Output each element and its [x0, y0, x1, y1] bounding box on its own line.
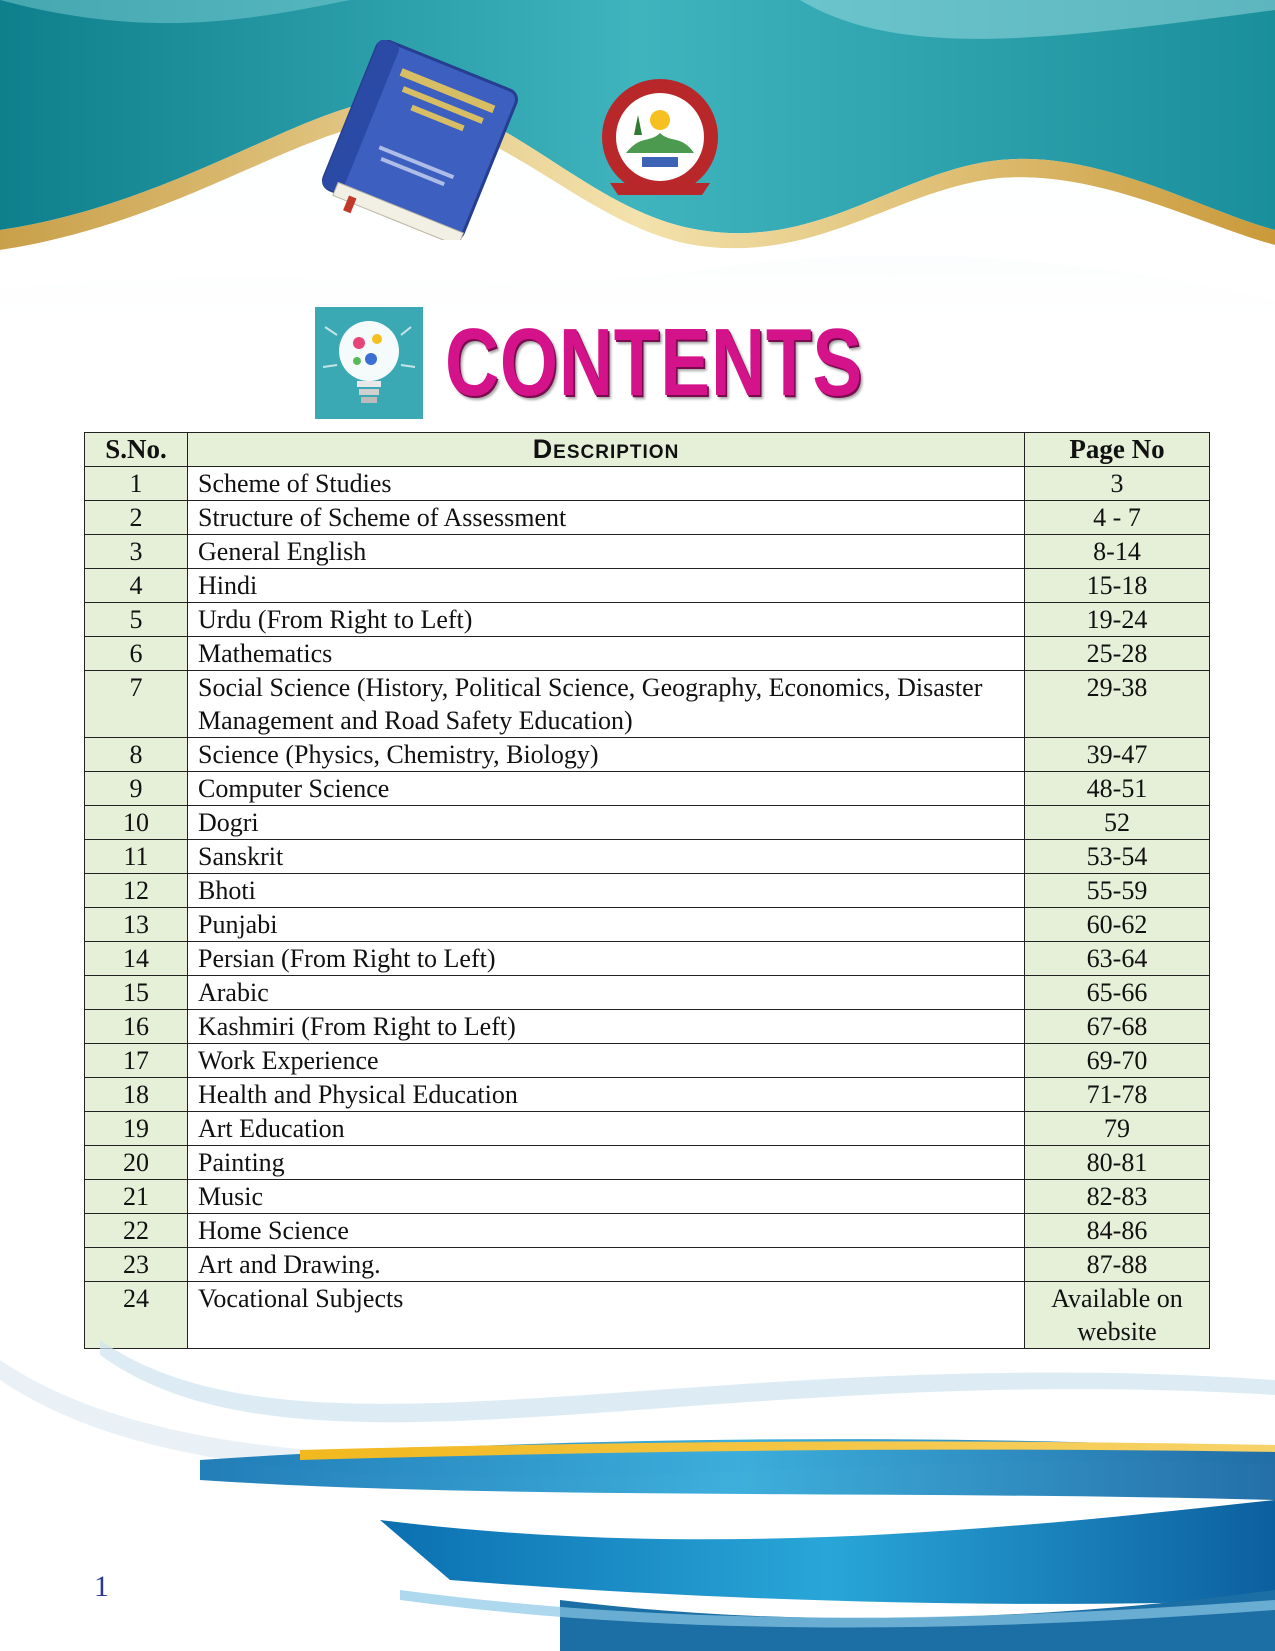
cell-description: Kashmiri (From Right to Left): [188, 1010, 1025, 1044]
cell-sno: 22: [85, 1214, 188, 1248]
cell-sno: 6: [85, 637, 188, 671]
cell-description: Art Education: [188, 1112, 1025, 1146]
cell-page: 79: [1025, 1112, 1210, 1146]
board-logo-seal: [590, 75, 730, 205]
cell-sno: 23: [85, 1248, 188, 1282]
cell-description: Music: [188, 1180, 1025, 1214]
cell-description: Urdu (From Right to Left): [188, 603, 1025, 637]
table-row: [85, 1112, 1210, 1146]
cell-description: Structure of Scheme of Assessment: [188, 501, 1025, 535]
syllabus-book-icon: [305, 40, 535, 240]
cell-page: 71-78: [1025, 1078, 1210, 1112]
lightbulb-icon: [315, 307, 423, 419]
table-row: [85, 603, 1210, 637]
cell-sno: 21: [85, 1180, 188, 1214]
cell-description: Mathematics: [188, 637, 1025, 671]
cell-sno: 18: [85, 1078, 188, 1112]
table-row: [85, 1078, 1210, 1112]
cell-description: Computer Science: [188, 772, 1025, 806]
cell-sno: 9: [85, 772, 188, 806]
cell-page: 80-81: [1025, 1146, 1210, 1180]
cell-sno: 5: [85, 603, 188, 637]
cell-page: 69-70: [1025, 1044, 1210, 1078]
cell-page: 87-88: [1025, 1248, 1210, 1282]
table-row: [85, 467, 1210, 501]
table-row: [85, 501, 1210, 535]
cell-page: 48-51: [1025, 772, 1210, 806]
table-row: [85, 637, 1210, 671]
cell-sno: 20: [85, 1146, 188, 1180]
cell-sno: 11: [85, 840, 188, 874]
cell-description: Painting: [188, 1146, 1025, 1180]
table-row: [85, 840, 1210, 874]
table-row: [85, 1248, 1210, 1282]
cell-page: 52: [1025, 806, 1210, 840]
header-description: Description: [188, 433, 1025, 467]
cell-description: Social Science (History, Political Science, Geography, Economics, Disaster Management and Road Safety Education): [188, 671, 1025, 738]
page-title: CONTENTS: [445, 308, 864, 416]
table-row: [85, 1180, 1210, 1214]
cell-page: 53-54: [1025, 840, 1210, 874]
table-row: [85, 942, 1210, 976]
cell-page: 3: [1025, 467, 1210, 501]
cell-page: 63-64: [1025, 942, 1210, 976]
cell-page: 8-14: [1025, 535, 1210, 569]
table-row: [85, 908, 1210, 942]
cell-sno: 13: [85, 908, 188, 942]
cell-sno: 8: [85, 738, 188, 772]
cell-sno: 1: [85, 467, 188, 501]
header-page-no: Page No: [1025, 433, 1210, 467]
cell-page: 4 - 7: [1025, 501, 1210, 535]
cell-page: 67-68: [1025, 1010, 1210, 1044]
cell-page: 60-62: [1025, 908, 1210, 942]
table-row: [85, 738, 1210, 772]
cell-page: 19-24: [1025, 603, 1210, 637]
table-row: [85, 1146, 1210, 1180]
cell-description: Hindi: [188, 569, 1025, 603]
table-row: [85, 1214, 1210, 1248]
cell-page: 15-18: [1025, 569, 1210, 603]
contents-heading: [315, 305, 981, 420]
cell-page: 25-28: [1025, 637, 1210, 671]
cell-page: 82-83: [1025, 1180, 1210, 1214]
cell-page: 39-47: [1025, 738, 1210, 772]
table-row: [85, 772, 1210, 806]
cell-description: Sanskrit: [188, 840, 1025, 874]
cell-sno: 7: [85, 671, 188, 738]
cell-description: Home Science: [188, 1214, 1025, 1248]
cell-sno: 24: [85, 1282, 188, 1349]
cell-sno: 12: [85, 874, 188, 908]
cell-description: Dogri: [188, 806, 1025, 840]
cell-page: 29-38: [1025, 671, 1210, 738]
table-row: [85, 1044, 1210, 1078]
cell-sno: 4: [85, 569, 188, 603]
table-row: [85, 671, 1210, 738]
table-row: [85, 569, 1210, 603]
cell-page: 84-86: [1025, 1214, 1210, 1248]
cell-sno: 15: [85, 976, 188, 1010]
cell-description: Vocational Subjects: [188, 1282, 1025, 1349]
cell-sno: 16: [85, 1010, 188, 1044]
cell-page: 65-66: [1025, 976, 1210, 1010]
cell-page: 55-59: [1025, 874, 1210, 908]
cell-description: Art and Drawing.: [188, 1248, 1025, 1282]
cell-page: Available on website: [1025, 1282, 1210, 1349]
cell-sno: 10: [85, 806, 188, 840]
cell-description: Science (Physics, Chemistry, Biology): [188, 738, 1025, 772]
cell-sno: 17: [85, 1044, 188, 1078]
table-row: [85, 806, 1210, 840]
cell-description: Scheme of Studies: [188, 467, 1025, 501]
cell-sno: 2: [85, 501, 188, 535]
cell-sno: 3: [85, 535, 188, 569]
cell-description: Arabic: [188, 976, 1025, 1010]
table-row: [85, 535, 1210, 569]
cell-description: Punjabi: [188, 908, 1025, 942]
footer-wave-background: [0, 1300, 1275, 1651]
header-sno: S.No.: [85, 433, 188, 467]
table-row: [85, 976, 1210, 1010]
contents-table: [84, 432, 1210, 1349]
table-row: [85, 874, 1210, 908]
table-row: [85, 1010, 1210, 1044]
cell-description: General English: [188, 535, 1025, 569]
cell-description: Work Experience: [188, 1044, 1025, 1078]
cell-description: Health and Physical Education: [188, 1078, 1025, 1112]
page-number: 1: [94, 1570, 109, 1603]
cell-description: Bhoti: [188, 874, 1025, 908]
table-header-row: [85, 433, 1210, 467]
cell-sno: 19: [85, 1112, 188, 1146]
cell-sno: 14: [85, 942, 188, 976]
cell-description: Persian (From Right to Left): [188, 942, 1025, 976]
